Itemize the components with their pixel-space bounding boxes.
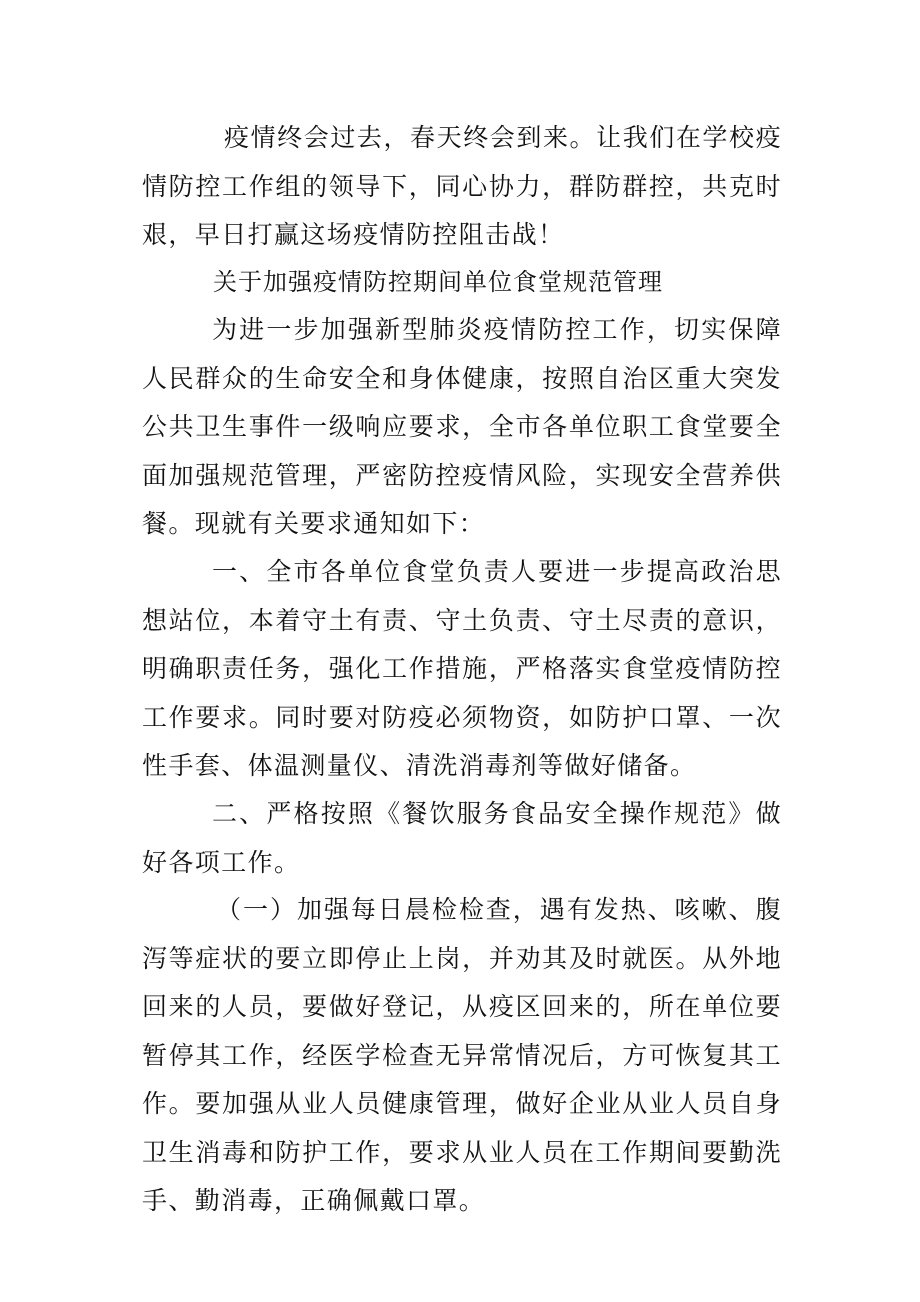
closing-paragraph: 疫情终会过去，春天终会到来。让我们在学校疫情防控工作组的领导下，同心协力，群防群控，共克时艰，早日打赢这场疫情防控阻击战！ xyxy=(142,123,782,249)
sub-item-one-paragraph: （一）加强每日晨检检查，遇有发热、咳嗽、腹泻等症状的要立即停止上岗，并劝其及时就医。从外地回来的人员，要做好登记，从疫区回来的，所在单位要暂停其工作，经医学检查无异常情况后，方可恢复其工作。要加强从业人员健康管理，做好企业从业人员自身卫生消毒和防护工作，要求从业人员在工作期间要勤洗手、勤消毒，正确佩戴口罩。 xyxy=(142,895,782,1215)
section-title: 关于加强疫情防控期间单位食堂规范管理 xyxy=(213,268,663,296)
intro-paragraph: 为进一步加强新型肺炎疫情防控工作，切实保障人民群众的生命安全和身体健康，按照自治区重大突发公共卫生事件一级响应要求，全市各单位职工食堂要全面加强规范管理，严密防控疫情风险，实现安全营养供餐。现就有关要求通知如下： xyxy=(142,315,782,538)
item-one-paragraph: 一、全市各单位食堂负责人要进一步提高政治思想站位，本着守土有责、守土负责、守土尽责的意识，明确职责任务，强化工作措施，严格落实食堂疫情防控工作要求。同时要对防疫必须物资，如防护口罩、一次性手套、体温测量仪、清洗消毒剂等做好储备。 xyxy=(142,557,782,780)
item-two-paragraph: 二、严格按照《餐饮服务食品安全操作规范》做好各项工作。 xyxy=(142,799,782,877)
